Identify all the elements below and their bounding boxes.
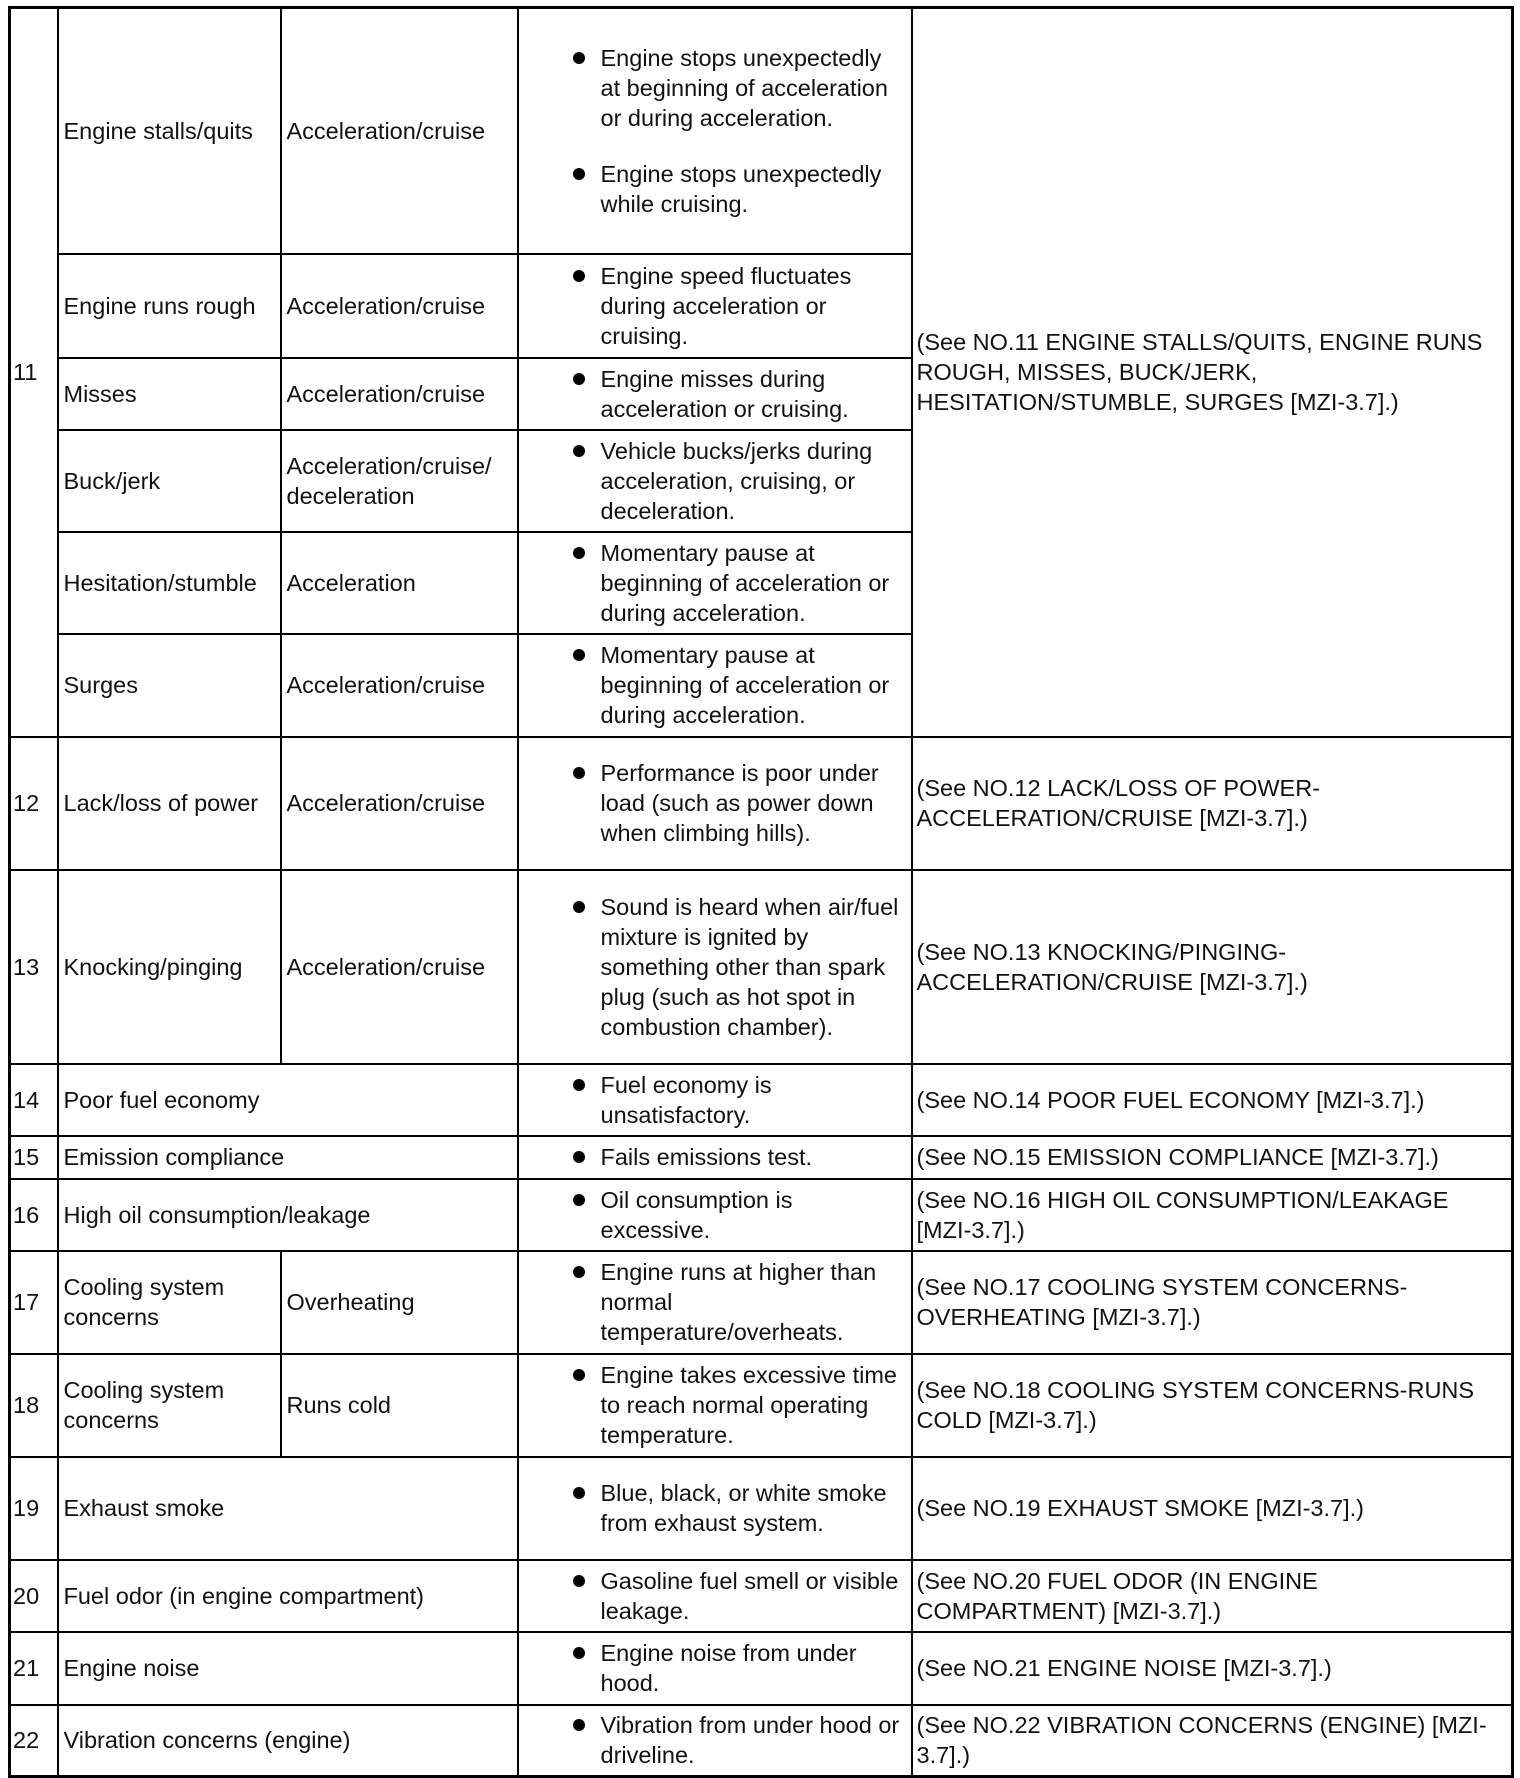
condition-cell: Acceleration/cruise: [281, 254, 518, 358]
symptom-cell: High oil consumption/leakage: [58, 1179, 518, 1251]
row-number: 15: [10, 1136, 58, 1179]
symptom-cell: Vibration concerns (engine): [58, 1705, 518, 1777]
bullet-icon: [573, 52, 585, 64]
reference-cell: (See NO.14 POOR FUEL ECONOMY [MZI-3.7].): [912, 1064, 1513, 1136]
table-row: [10, 1251, 1513, 1354]
symptom-cell: Engine stalls/quits: [58, 8, 281, 254]
symptom-cell: Emission compliance: [58, 1136, 518, 1179]
condition-cell: Acceleration/cruise/ deceleration: [281, 430, 518, 532]
reference-cell: (See NO.22 VIBRATION CONCERNS (ENGINE) [MZI-3.7].): [912, 1705, 1513, 1777]
description-cell: [518, 532, 912, 634]
row-number: 18: [10, 1354, 58, 1457]
symptom-cell: Engine noise: [58, 1632, 518, 1705]
bullet-icon: [573, 373, 585, 385]
description-text: Sound is heard when air/fuel mixture is ignited by something other than spark plug (such as hot spot in combustion chamber).: [600, 893, 899, 1040]
row-number: 20: [10, 1560, 58, 1632]
row-number: 21: [10, 1632, 58, 1705]
reference-cell: (See NO.18 COOLING SYSTEM CONCERNS-RUNS COLD [MZI-3.7].): [912, 1354, 1513, 1457]
table-row: [10, 1354, 1513, 1457]
description-text: Fails emissions test.: [600, 1144, 813, 1170]
reference-cell: (See NO.16 HIGH OIL CONSUMPTION/LEAKAGE [MZI-3.7].): [912, 1179, 1513, 1251]
symptom-cell: Poor fuel economy: [58, 1064, 518, 1136]
table-row: [10, 1632, 1513, 1705]
bullet-icon: [573, 1647, 585, 1659]
list-item: [523, 892, 907, 1042]
bullet-icon: [573, 1151, 585, 1163]
row-number: 14: [10, 1064, 58, 1136]
table-row: [10, 1179, 1513, 1251]
description-cell: [518, 870, 912, 1064]
list-item: [523, 43, 907, 133]
description-text: Oil consumption is excessive.: [600, 1186, 793, 1243]
description-text: Momentary pause at beginning of acceleration or during acceleration.: [600, 642, 890, 728]
symptom-cell: Engine runs rough: [58, 254, 281, 358]
description-cell: [518, 1064, 912, 1136]
description-cell: [518, 254, 912, 358]
list-item: [523, 640, 907, 730]
bullet-icon: [573, 1487, 585, 1499]
symptom-cell: Hesitation/stumble: [58, 532, 281, 634]
symptom-cell: Misses: [58, 358, 281, 430]
condition-cell: Acceleration/cruise: [281, 358, 518, 430]
table-row: [10, 870, 1513, 1064]
symptom-cell: Buck/jerk: [58, 430, 281, 532]
description-cell: [518, 1136, 912, 1179]
bullet-icon: [573, 445, 585, 457]
list-item: [523, 1478, 907, 1538]
bullet-icon: [573, 168, 585, 180]
description-cell: [518, 737, 912, 870]
reference-cell: (See NO.17 COOLING SYSTEM CONCERNS-OVERHEATING [MZI-3.7].): [912, 1251, 1513, 1354]
symptom-cell: Exhaust smoke: [58, 1457, 518, 1560]
symptom-cell: Fuel odor (in engine compartment): [58, 1560, 518, 1632]
reference-cell: (See NO.21 ENGINE NOISE [MZI-3.7].): [912, 1632, 1513, 1705]
list-item: [523, 758, 907, 848]
description-cell: [518, 634, 912, 737]
description-text: Momentary pause at beginning of acceleration or during acceleration.: [600, 539, 890, 626]
table-row: [10, 8, 1513, 254]
bullet-icon: [573, 1369, 585, 1381]
description-cell: [518, 1705, 912, 1777]
symptom-cell: Knocking/pinging: [58, 870, 281, 1064]
condition-cell: Acceleration: [281, 532, 518, 634]
symptom-cell: Lack/loss of power: [58, 737, 281, 870]
description-cell: [518, 1354, 912, 1457]
list-item: [523, 1257, 907, 1347]
condition-cell: Acceleration/cruise: [281, 634, 518, 737]
symptom-cell: Surges: [58, 634, 281, 737]
bullet-icon: [573, 547, 585, 559]
description-text: Engine takes excessive time to reach normal operating temperature.: [600, 1362, 898, 1448]
troubleshooting-table: [8, 6, 1514, 1778]
description-text: Fuel economy is unsatisfactory.: [600, 1071, 772, 1128]
bullet-icon: [573, 767, 585, 779]
symptom-cell: Cooling system concerns: [58, 1251, 281, 1354]
row-number: 19: [10, 1457, 58, 1560]
description-text: Gasoline fuel smell or visible leakage.: [600, 1567, 899, 1624]
description-text: Blue, black, or white smoke from exhaust system.: [600, 1480, 887, 1536]
reference-cell: (See NO.15 EMISSION COMPLIANCE [MZI-3.7].): [912, 1136, 1513, 1179]
list-item: [523, 1566, 907, 1626]
list-item: [523, 1710, 907, 1770]
reference-cell: (See NO.11 ENGINE STALLS/QUITS, ENGINE RUNS ROUGH, MISSES, BUCK/JERK, HESITATION/STUMBLE, SURGES [MZI-3.7].): [912, 8, 1513, 737]
description-cell: [518, 1560, 912, 1632]
list-item: [523, 159, 907, 219]
bullet-icon: [573, 1266, 585, 1278]
table-row: [10, 1457, 1513, 1560]
condition-cell: Overheating: [281, 1251, 518, 1354]
description-text: Engine stops unexpectedly while cruising.: [600, 160, 882, 217]
row-number: 22: [10, 1705, 58, 1777]
list-item: [523, 1070, 907, 1130]
description-text: Engine speed fluctuates during acceleration or cruising.: [600, 262, 852, 349]
list-item: [523, 261, 907, 351]
reference-cell: (See NO.20 FUEL ODOR (IN ENGINE COMPARTMENT) [MZI-3.7].): [912, 1560, 1513, 1632]
description-cell: [518, 8, 912, 254]
description-cell: [518, 1632, 912, 1705]
table-row: [10, 1064, 1513, 1136]
condition-cell: Acceleration/cruise: [281, 870, 518, 1064]
list-item: [523, 1185, 907, 1245]
table-row: [10, 1560, 1513, 1632]
row-number: 11: [10, 8, 58, 737]
list-item: [523, 364, 907, 424]
bullet-icon: [573, 1575, 585, 1587]
description-text: Performance is poor under load (such as power down when climbing hills).: [600, 760, 879, 846]
list-item: [523, 538, 907, 628]
bullet-icon: [573, 1719, 585, 1731]
description-text: Engine misses during acceleration or cruising.: [600, 365, 849, 422]
list-item: [523, 1142, 907, 1172]
table-row: [10, 737, 1513, 870]
list-item: [523, 436, 907, 526]
reference-cell: (See NO.12 LACK/LOSS OF POWER-ACCELERATION/CRUISE [MZI-3.7].): [912, 737, 1513, 870]
list-item: [523, 1638, 907, 1698]
description-text: Vehicle bucks/jerks during acceleration, cruising, or deceleration.: [600, 437, 873, 524]
description-text: Engine runs at higher than normal temperature/overheats.: [600, 1259, 877, 1345]
symptom-cell: Cooling system concerns: [58, 1354, 281, 1457]
description-cell: [518, 358, 912, 430]
row-number: 17: [10, 1251, 58, 1354]
reference-cell: (See NO.19 EXHAUST SMOKE [MZI-3.7].): [912, 1457, 1513, 1560]
bullet-icon: [573, 901, 585, 913]
row-number: 13: [10, 870, 58, 1064]
description-text: Engine noise from under hood.: [600, 1640, 857, 1696]
row-number: 12: [10, 737, 58, 870]
description-text: Vibration from under hood or driveline.: [600, 1712, 900, 1769]
condition-cell: Runs cold: [281, 1354, 518, 1457]
table-row: [10, 1705, 1513, 1777]
description-cell: [518, 1179, 912, 1251]
row-number: 16: [10, 1179, 58, 1251]
list-item: [523, 1360, 907, 1450]
bullet-icon: [573, 1194, 585, 1206]
description-cell: [518, 430, 912, 532]
bullet-icon: [573, 1079, 585, 1091]
bullet-icon: [573, 649, 585, 661]
condition-cell: Acceleration/cruise: [281, 737, 518, 870]
description-text: Engine stops unexpectedly at beginning of acceleration or during acceleration.: [600, 44, 888, 131]
description-cell: [518, 1251, 912, 1354]
condition-cell: Acceleration/cruise: [281, 8, 518, 254]
description-cell: [518, 1457, 912, 1560]
bullet-icon: [573, 270, 585, 282]
table-row: [10, 1136, 1513, 1179]
reference-cell: (See NO.13 KNOCKING/PINGING-ACCELERATION/CRUISE [MZI-3.7].): [912, 870, 1513, 1064]
